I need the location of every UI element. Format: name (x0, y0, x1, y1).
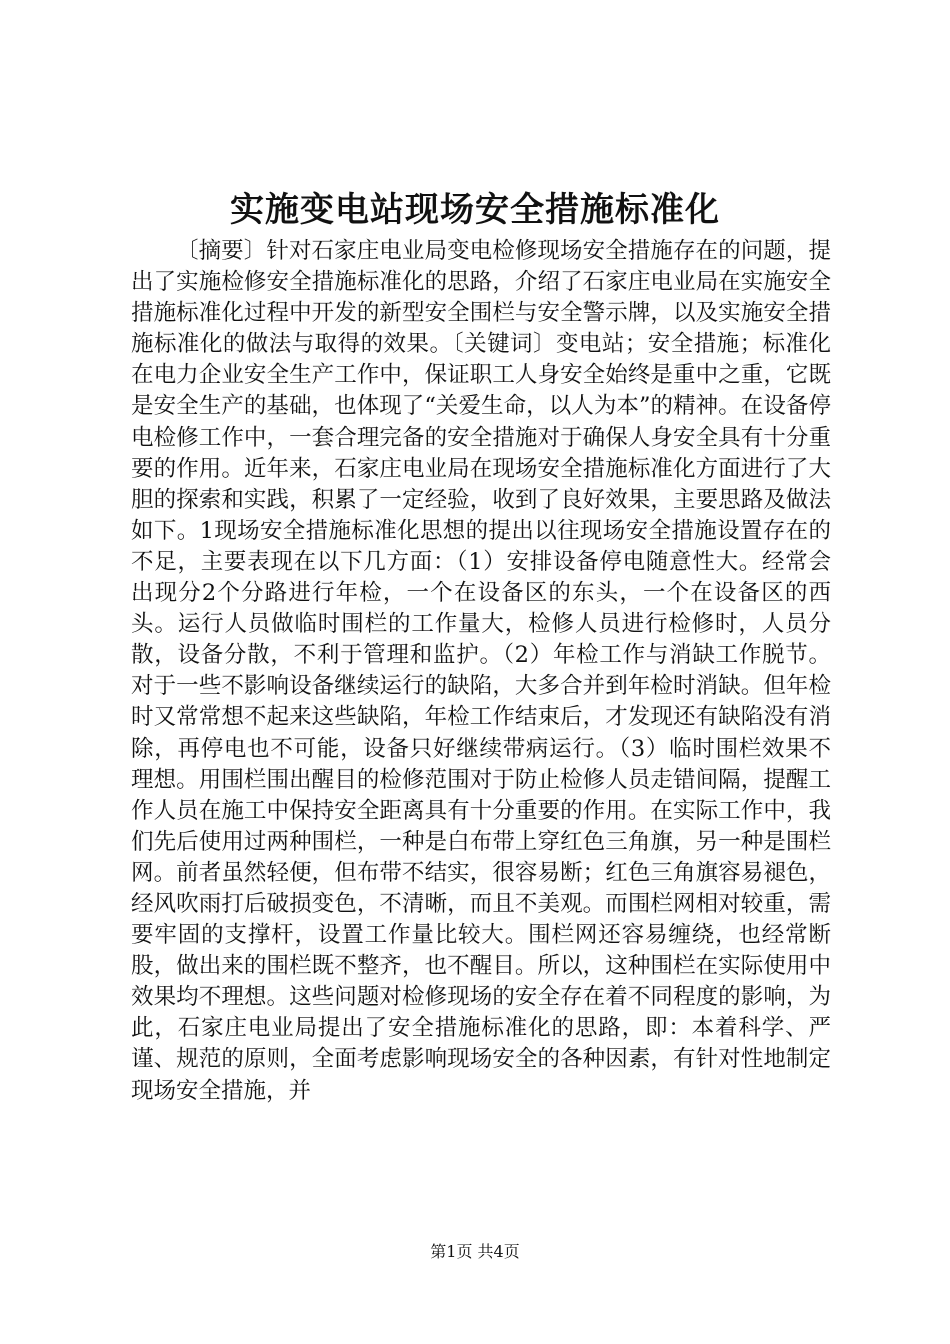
page-number-footer: 第1页 共4页 (430, 1242, 520, 1261)
document-body-paragraph: 〔摘要〕针对石家庄电业局变电检修现场安全措施存在的问题，提出了实施检修安全措施标准化的思路，介绍了石家庄电业局在实施安全措施标准化过程中开发的新型安全围栏与安全警示牌，以及实施安全措施标准化的做法与取得的效果。〔关键词〕变电站；安全措施；标准化在电力企业安全生产工作中，保证职工人身安全始终是重中之重，它既是安全生产的基础，也体现了“关爱生命，以人为本”的精神。在设备停电检修工作中，一套合理完备的安全措施对于确保人身安全具有十分重要的作用。近年来，石家庄电业局在现场安全措施标准化方面进行了大胆的探索和实践，积累了一定经验，收到了良好效果，主要思路及做法如下。1现场安全措施标准化思想的提出以往现场安全措施设置存在的不足，主要表现在以下几方面：（1）安排设备停电随意性大。经常会出现分2个分路进行年检，一个在设备区的东头，一个在设备区的西头。运行人员做临时围栏的工作量大，检修人员进行检修时，人员分散，设备分散，不利于管理和监护。（2）年检工作与消缺工作脱节。对于一些不影响设备继续运行的缺陷，大多合并到年检时消缺。但年检时又常常想不起来这些缺陷，年检工作结束后，才发现还有缺陷没有消除，再停电也不可能，设备只好继续带病运行。（3）临时围栏效果不理想。用围栏围出醒目的检修范围对于防止检修人员走错间隔，提醒工作人员在施工中保持安全距离具有十分重要的作用。在实际工作中，我们先后使用过两种围栏，一种是白布带上穿红色三角旗，另一种是围栏网。前者虽然轻便，但布带不结实，很容易断；红色三角旗容易褪色，经风吹雨打后破损变色，不清晰，而且不美观。而围栏网相对较重，需要牢固的支撑杆，设置工作量比较大。围栏网还容易缠绕，也经常断股，做出来的围栏既不整齐，也不醒目。所以，这种围栏在实际使用中效果均不理想。这些问题对检修现场的安全存在着不同程度的影响，为此，石家庄电业局提出了安全措施标准化的思路，即：本着科学、严谨、规范的原则，全面考虑影响现场安全的各种因素，有针对性地制定现场安全措施，并 (131, 238, 831, 1104)
document-title: 实施变电站现场安全措施标准化 (230, 190, 720, 230)
